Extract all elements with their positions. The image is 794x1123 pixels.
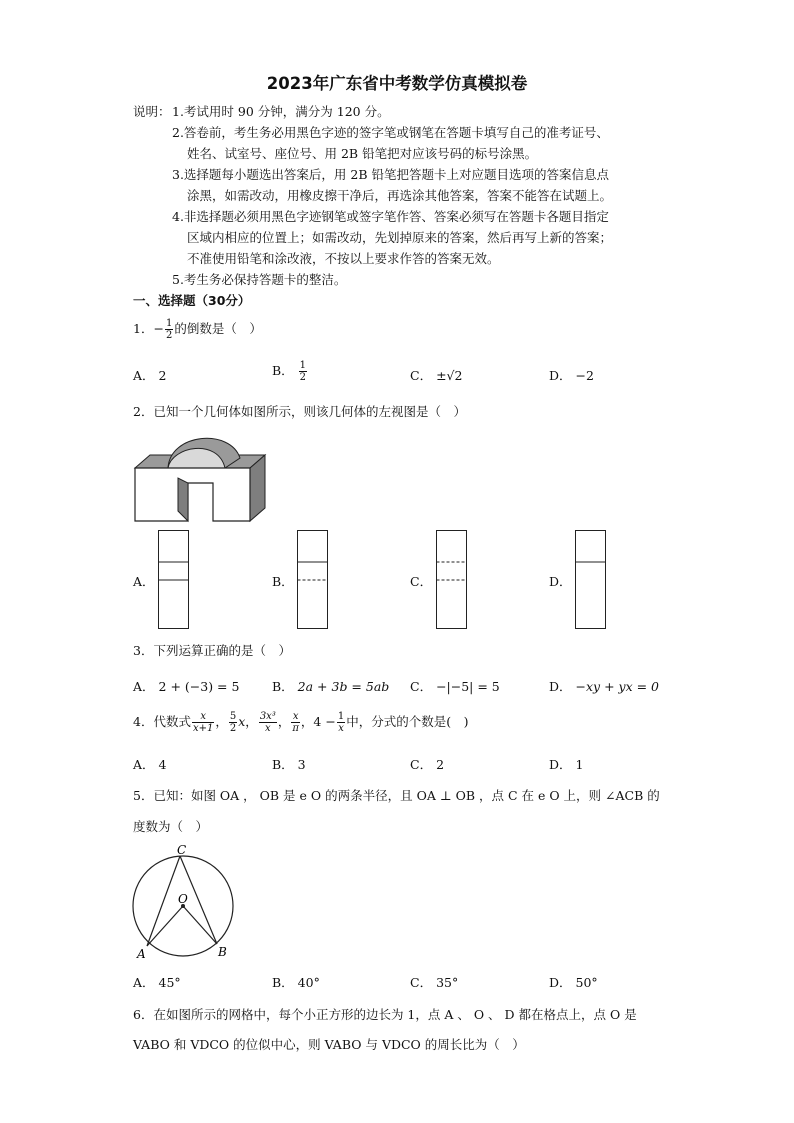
q1-minus: − xyxy=(153,321,164,336)
question-2: 2．已知一个几何体如图所示，则该几何体的左视图是（ ） xyxy=(133,404,466,419)
q3-option-c: C． −|−5| = 5 xyxy=(410,679,500,694)
note-line-4: 3.选择题每小题选出答案后，用 2B 铅笔把答题卡上对应题目选项的答案信息点 xyxy=(172,167,610,182)
note-line-8: 不准使用铅笔和涂改液，不按以上要求作答的答案无效。 xyxy=(187,251,500,266)
question-6-line-2: VABO 和 VDCO 的位似中心，则 VABO 与 VDCO 的周长比为（ ） xyxy=(133,1037,525,1052)
q1-fraction: $\frac{1}{2}$ xyxy=(165,318,173,341)
q3-option-a: A． 2 + (−3) = 5 xyxy=(133,679,240,694)
q4-option-c: C． 2 xyxy=(410,757,445,772)
question-1 xyxy=(133,318,262,341)
q5-option-a: A． 45° xyxy=(133,975,181,990)
q5-option-b: B． 40° xyxy=(272,975,320,990)
q2-option-d-figure xyxy=(575,530,607,629)
q3-option-d: D． −xy + yx = 0 xyxy=(549,679,660,694)
q1-number: 1． xyxy=(133,321,154,336)
q2-option-b-figure xyxy=(297,530,329,629)
label-o: O xyxy=(178,892,188,906)
question-4: 4．代数式 $\frac{x}{x+1}$ ， $\frac{5}{2}$ x， $\frac{\text{3x³}}{x}$ ， $\frac{x}{\pi}$ ，4 − $\frac{1}{x}$ 中，分式的个数是( ) xyxy=(133,711,469,734)
note-line-2: 2.答卷前，考生务必用黑色字迹的签字笔或钢笔在答题卡填写自己的准考证号、 xyxy=(172,125,609,140)
q1-option-c: C． ±√2 xyxy=(410,368,463,383)
notes-label: 说明： xyxy=(133,104,171,119)
q2-option-c-label: C． xyxy=(410,574,433,589)
q2-option-a-label: A． xyxy=(133,574,155,589)
q4-option-b: B． 3 xyxy=(272,757,306,772)
q1-option-d: D． −2 xyxy=(549,368,594,383)
q2-option-d-label: D． xyxy=(549,574,572,589)
question-5-line-2: 度数为（ ） xyxy=(133,819,209,834)
q2-option-a-figure xyxy=(158,530,190,629)
note-line-6: 4.非选择题必须用黑色字迹钢笔或签字笔作答、答案必须写在答题卡各题目指定 xyxy=(172,209,609,224)
q5-circle-figure xyxy=(130,840,240,960)
q5-option-d: D． 50° xyxy=(549,975,598,990)
note-line-7: 区域内相应的位置上；如需改动，先划掉原来的答案，然后再写上新的答案； xyxy=(187,230,613,245)
label-a: A xyxy=(137,947,146,961)
note-line-1: 1.考试用时 90 分钟，满分为 120 分。 xyxy=(172,104,390,119)
q3-option-b: B． 2a + 3b = 5ab xyxy=(272,679,390,694)
label-c: C xyxy=(177,843,187,857)
note-line-9: 5.考生务必保持答题卡的整洁。 xyxy=(172,272,347,287)
question-5-line-1: 5．已知：如图 OA ， OB 是 e O 的两条半径，且 OA ⊥ OB ，点 C 在 e O 上，则 ∠ACB 的 xyxy=(133,788,660,803)
q1-option-b: B． $\frac{1}{2}$ xyxy=(272,360,307,383)
q2-option-c-figure xyxy=(436,530,468,629)
q1-option-a: A． 2 xyxy=(133,368,167,383)
page-title: 2023年广东省中考数学仿真模拟卷 xyxy=(266,74,528,93)
q2-option-b-label: B． xyxy=(272,574,294,589)
q4-option-d: D． 1 xyxy=(549,757,584,772)
question-3: 3．下列运算正确的是（ ） xyxy=(133,643,291,658)
note-line-3: 姓名、试室号、座位号、用 2B 铅笔把对应该号码的标号涂黑。 xyxy=(187,146,538,161)
note-line-5: 涂黑，如需改动，用橡皮擦干净后，再选涂其他答案，答案不能答在试题上。 xyxy=(187,188,613,203)
label-b: B xyxy=(218,945,227,959)
q4-option-a: A． 4 xyxy=(133,757,167,772)
q5-option-c: C． 35° xyxy=(410,975,459,990)
q1-text: 的倒数是（ ） xyxy=(174,321,262,336)
section-heading: 一、选择题（30分） xyxy=(133,293,251,308)
q2-solid-figure xyxy=(130,428,270,524)
question-6-line-1: 6．在如图所示的网格中，每个小正方形的边长为 1，点 A 、 O 、 D 都在格点上，点 O 是 xyxy=(133,1007,637,1022)
